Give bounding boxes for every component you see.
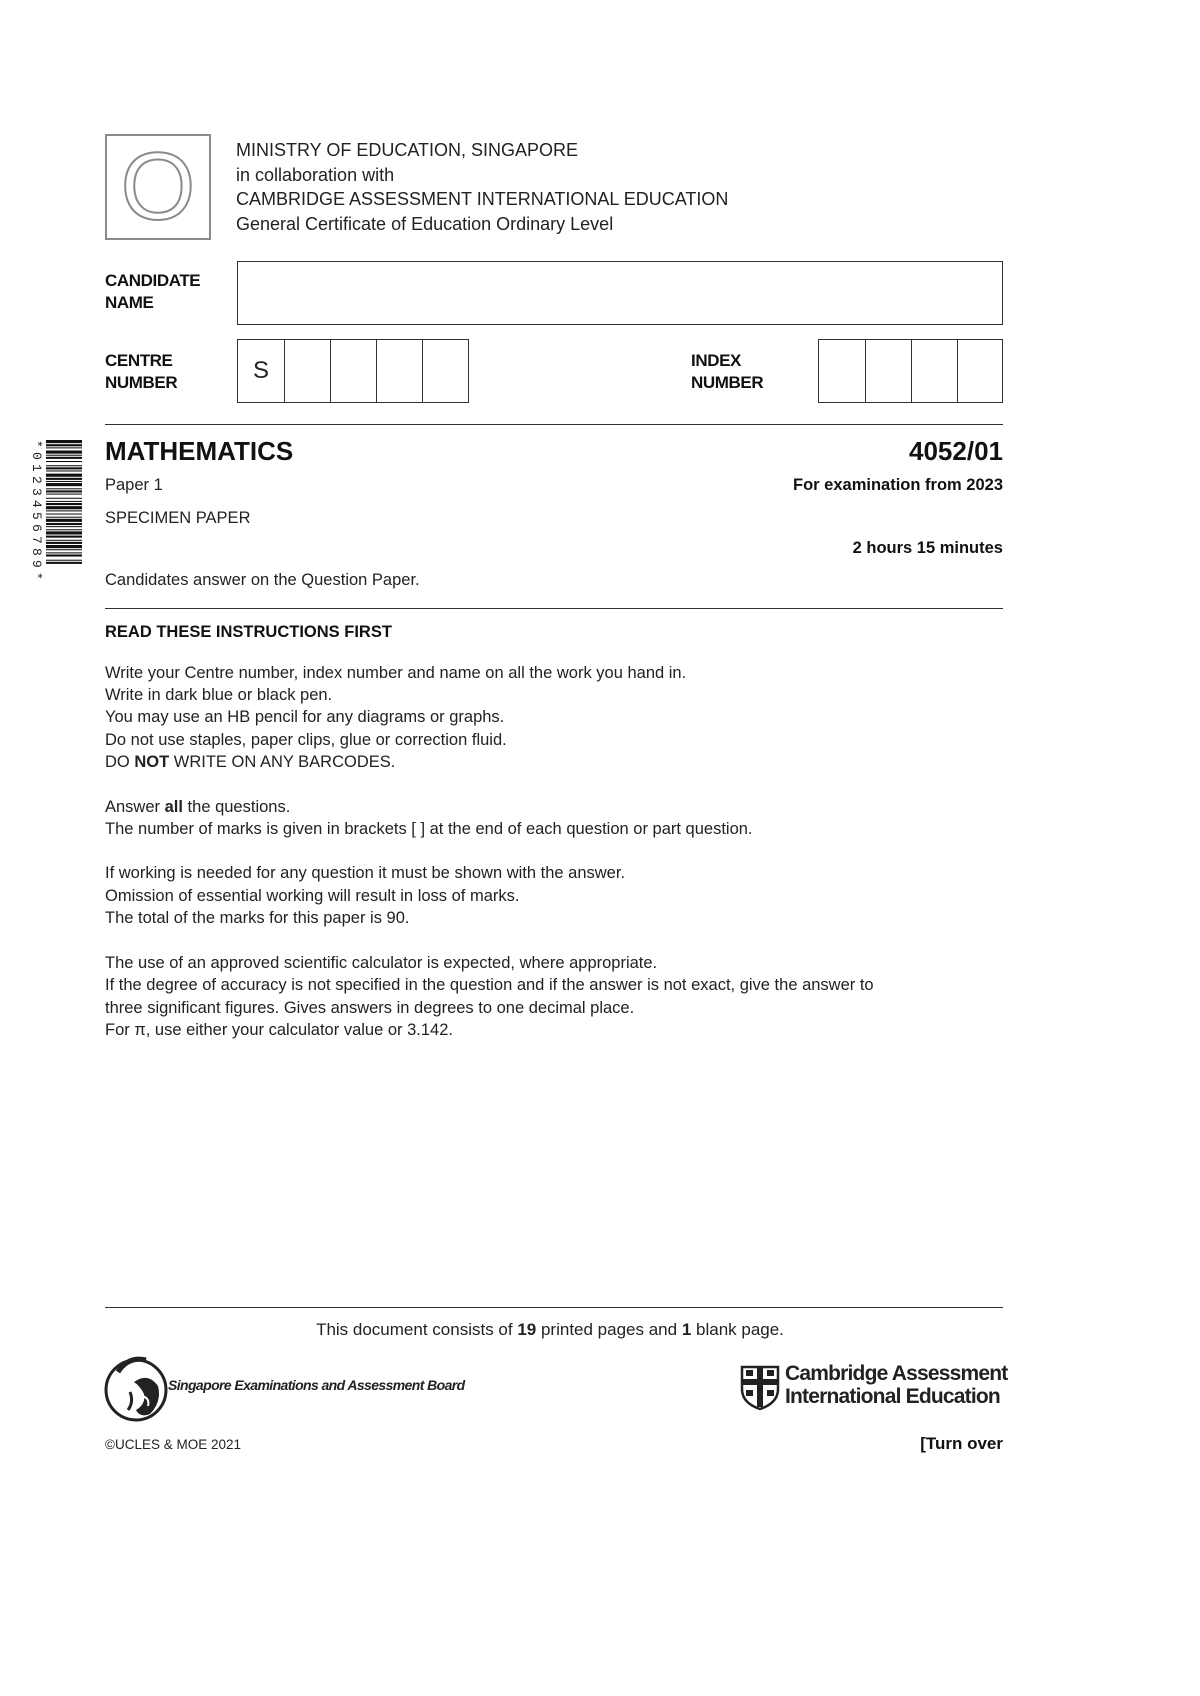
paper-type: SPECIMEN PAPER xyxy=(105,509,251,527)
barcode-digits: *0123456789* xyxy=(29,440,44,585)
centre-prefix: S xyxy=(252,357,269,384)
instruction-line: The use of an approved scientific calculator is expected, where appropriate. xyxy=(105,954,658,972)
barcode-bar xyxy=(46,523,82,525)
barcode-bar xyxy=(46,455,82,456)
instructions-heading: READ THESE INSTRUCTIONS FIRST xyxy=(105,623,392,641)
barcode-bar xyxy=(46,545,82,548)
instruction-line: You may use an HB pencil for any diagrams or graphs. xyxy=(105,708,505,726)
barcode-bar xyxy=(46,540,82,541)
centre-digit-box[interactable] xyxy=(330,340,376,402)
centre-digit-box[interactable] xyxy=(284,340,330,402)
barcode-bar xyxy=(46,490,82,492)
o-level-logo-letter: O xyxy=(120,133,196,240)
duration: 2 hours 15 minutes xyxy=(852,539,1003,557)
barcode xyxy=(46,440,82,640)
barcode-bar xyxy=(46,483,82,486)
barcode-bar xyxy=(46,481,82,482)
certificate-line: General Certificate of Education Ordinary Level xyxy=(236,214,614,234)
barcode-bar xyxy=(46,478,82,480)
instruction-line: If the degree of accuracy is not specified in the question and if the answer is not exact, give the answer to xyxy=(105,976,874,994)
barcode-bar xyxy=(46,447,82,448)
index-digit-box[interactable] xyxy=(865,340,911,402)
candidate-name-field[interactable] xyxy=(237,261,1003,325)
barcode-bar xyxy=(46,517,82,518)
barcode-bar xyxy=(46,467,82,469)
barcode-bar xyxy=(46,531,82,534)
instruction-line: Answer all the questions. xyxy=(105,798,291,816)
turn-over: [Turn over xyxy=(920,1434,1003,1453)
centre-number-field[interactable] xyxy=(237,339,469,403)
barcode-bar xyxy=(46,560,82,561)
barcode-bar xyxy=(46,461,82,462)
barcode-bar xyxy=(46,526,82,527)
o-level-logo xyxy=(105,134,211,240)
barcode-bar xyxy=(46,542,82,544)
barcode-bar xyxy=(46,519,82,522)
barcode-bar xyxy=(46,451,82,454)
barcode-bar xyxy=(46,503,82,505)
index-digit-box[interactable] xyxy=(911,340,957,402)
cambridge-line: CAMBRIDGE ASSESSMENT INTERNATIONAL EDUCATION xyxy=(236,189,729,209)
barcode-bar xyxy=(46,514,82,515)
barcode-bar xyxy=(46,562,82,564)
centre-digit-box[interactable] xyxy=(422,340,468,402)
barcode-bar xyxy=(46,506,82,509)
barcode-bar xyxy=(46,510,82,511)
paper-number: Paper 1 xyxy=(105,476,163,494)
barcode-bar xyxy=(46,494,82,495)
barcode-bar xyxy=(46,465,82,466)
cambridge-name: Cambridge Assessment International Education xyxy=(785,1362,1008,1408)
syllabus-code: 4052/01 xyxy=(909,436,1003,466)
divider xyxy=(105,424,1003,425)
instruction-line: Do not use staples, paper clips, glue or correction fluid. xyxy=(105,731,507,749)
subject-title: MATHEMATICS xyxy=(105,436,294,466)
divider xyxy=(105,1307,1003,1308)
barcode-bar xyxy=(46,474,82,477)
index-number-label: INDEX NUMBER xyxy=(691,351,764,392)
cambridge-shield-logo xyxy=(740,1365,780,1411)
barcode-bar xyxy=(46,536,82,538)
centre-digit-box[interactable] xyxy=(376,340,422,402)
index-number-field[interactable] xyxy=(818,339,1003,403)
barcode-bar xyxy=(46,529,82,530)
divider xyxy=(105,608,1003,609)
barcode-bar xyxy=(46,470,82,471)
barcode-bar xyxy=(46,440,82,443)
index-digit-box[interactable] xyxy=(819,340,865,402)
exam-from: For examination from 2023 xyxy=(793,476,1003,494)
page-count-note: This document consists of 19 printed pages and 1 blank page. xyxy=(316,1320,784,1339)
candidate-name-label: CANDIDATE NAME xyxy=(105,271,201,312)
instruction-line: Write your Centre number, index number and name on all the work you hand in. xyxy=(105,664,687,682)
barcode-bar xyxy=(46,552,82,553)
centre-number-label: CENTRE NUMBER xyxy=(105,351,178,392)
barcode-bar xyxy=(46,554,82,556)
barcode-bar xyxy=(46,501,82,502)
answer-note: Candidates answer on the Question Paper. xyxy=(105,571,420,589)
barcode-bar xyxy=(46,498,82,499)
copyright: ©UCLES & MOE 2021 xyxy=(105,1437,242,1452)
instruction-line: three significant figures. Gives answers in degrees to one decimal place. xyxy=(105,999,635,1017)
seab-name: Singapore Examinations and Assessment Board xyxy=(168,1377,465,1393)
seab-lion-logo xyxy=(104,1352,172,1424)
barcode-bar xyxy=(46,488,82,489)
barcode-bar xyxy=(46,444,82,446)
instruction-line: DO NOT WRITE ON ANY BARCODES. xyxy=(105,753,396,771)
collaboration-line: in collaboration with xyxy=(236,165,395,185)
instruction-line: If working is needed for any question it must be shown with the answer. xyxy=(105,864,626,882)
instruction-line: For π, use either your calculator value or 3.142. xyxy=(105,1021,453,1039)
instruction-line: Write in dark blue or black pen. xyxy=(105,686,333,704)
instruction-line: The number of marks is given in brackets [ ] at the end of each question or part question. xyxy=(105,820,753,838)
instruction-line: Omission of essential working will result in loss of marks. xyxy=(105,887,520,905)
barcode-bar xyxy=(46,549,82,550)
ministry-line: MINISTRY OF EDUCATION, SINGAPORE xyxy=(236,140,579,160)
instruction-line: The total of the marks for this paper is 90. xyxy=(105,909,410,927)
barcode-bar xyxy=(46,457,82,459)
index-digit-box[interactable] xyxy=(957,340,1003,402)
